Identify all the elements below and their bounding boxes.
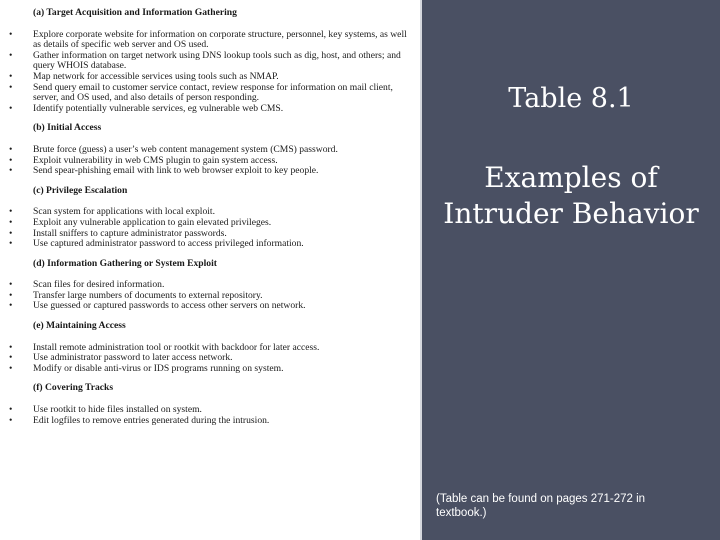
list-item: • Gather information on target network using DNS lookup tools such as dig, host, and others; and query WHOIS database.: [8, 51, 414, 72]
table-section: [8, 123, 414, 176]
list-item: • Use captured administrator password to access privileged information.: [8, 239, 414, 250]
list-item: • Edit logfiles to remove entries generated during the intrusion.: [8, 416, 414, 427]
list-item: • Identify potentially vulnerable services, eg vulnerable web CMS.: [8, 104, 414, 115]
list-item: • Send query email to customer service contact, review response for information on mail client, server, and OS used, and also details of person responding.: [8, 83, 414, 104]
table-section: [8, 8, 414, 114]
list-item: • Send spear-phishing email with link to web browser exploit to key people.: [8, 166, 414, 177]
list-item: • Scan system for applications with local exploit.: [8, 207, 414, 218]
list-item: • Install remote administration tool or rootkit with backdoor for later access.: [8, 343, 414, 354]
bullet-list: [8, 280, 414, 312]
intruder-behavior-table: [0, 0, 420, 426]
table-section: [8, 259, 414, 312]
list-item: • Brute force (guess) a user’s web content management system (CMS) password.: [8, 145, 414, 156]
list-item: • Use administrator password to later access network.: [8, 353, 414, 364]
bullet-list: [8, 30, 414, 115]
bullet-list: [8, 405, 414, 426]
table-section: [8, 186, 414, 250]
bullet-list: [8, 207, 414, 249]
section-heading: (f) Covering Tracks: [33, 382, 114, 394]
section-heading: (a) Target Acquisition and Information Gathering: [33, 7, 237, 18]
section-heading: (b) Initial Access: [33, 122, 102, 134]
list-item: • Exploit any vulnerable application to gain elevated privileges.: [8, 218, 414, 229]
list-item: • Transfer large numbers of documents to external repository.: [8, 291, 414, 302]
list-item: • Exploit vulnerability in web CMS plugin to gain system access.: [8, 156, 414, 167]
section-heading: (d) Information Gathering or System Exploit: [33, 257, 217, 269]
list-item: • Map network for accessible services using tools such as NMAP.: [8, 72, 414, 83]
bullet-list: [8, 343, 414, 375]
table-section: [8, 383, 414, 426]
section-heading: (c) Privilege Escalation: [33, 184, 128, 196]
table-section: [8, 321, 414, 374]
section-heading: (e) Maintaining Access: [33, 320, 126, 332]
list-item: • Scan files for desired information.: [8, 280, 414, 291]
bullet-list: [8, 145, 414, 177]
list-item: • Explore corporate website for information on corporate structure, personnel, key systems, as well as details of specific web server and OS used.: [8, 30, 414, 51]
list-item: • Use rootkit to hide files installed on system.: [8, 405, 414, 416]
list-item: • Use guessed or captured passwords to access other servers on network.: [8, 301, 414, 312]
list-item: • Modify or disable anti-virus or IDS programs running on system.: [8, 364, 414, 375]
slide-title-caption: Examples of Intruder Behavior: [443, 161, 699, 230]
page-reference-note: (Table can be found on pages 271-272 in textbook.): [436, 493, 646, 519]
list-item: • Install sniffers to capture administrator passwords.: [8, 229, 414, 240]
slide-title-number: Table 8.1: [508, 83, 634, 114]
slide-title-panel: [422, 0, 720, 540]
